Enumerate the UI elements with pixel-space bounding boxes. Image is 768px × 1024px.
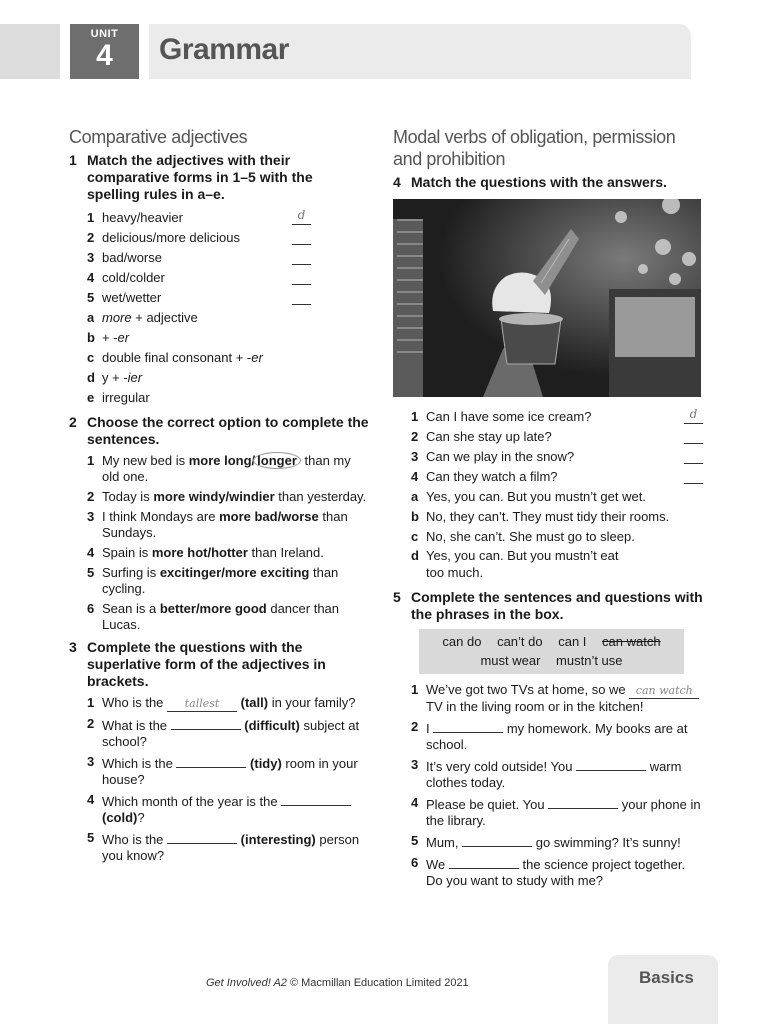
answer-blank[interactable] — [292, 248, 311, 265]
rule-letter: a — [87, 310, 95, 325]
item-number: 5 — [87, 290, 95, 305]
exercise-3-items — [87, 695, 369, 864]
list-item — [411, 833, 703, 851]
answer-option — [411, 487, 703, 507]
fill-blank[interactable] — [449, 855, 519, 869]
rule-letter: c — [87, 350, 95, 365]
item-text: Sean is a better/more good dancer than Lucas. — [102, 601, 340, 632]
list-item — [87, 489, 369, 505]
question-item — [411, 407, 703, 427]
rule-text: more + adjective — [102, 310, 198, 325]
basics-tab-label: Basics — [639, 968, 694, 987]
list-item — [87, 288, 369, 308]
option-a[interactable]: more long/ — [188, 453, 256, 468]
phrase: mustn’t use — [556, 653, 623, 668]
instruction-text: Choose the correct option to complete the sentences. — [87, 414, 369, 447]
item-text: wet/wetter — [102, 290, 162, 305]
item-number: 6 — [411, 855, 419, 870]
exercise-2-items — [87, 453, 369, 633]
phrase-row — [419, 651, 684, 670]
item-text: cold/colder — [102, 270, 165, 285]
list-item — [87, 601, 369, 633]
rule-letter: e — [87, 390, 95, 405]
item-number: 1 — [411, 409, 419, 424]
item-number: 3 — [411, 449, 419, 464]
fill-blank[interactable] — [433, 719, 503, 733]
item-text: Can I have some ice cream? — [426, 409, 592, 424]
item-text: It’s very cold outside! You warm clothes today. — [426, 759, 682, 790]
list-item — [87, 792, 369, 826]
exercise-number: 2 — [69, 414, 77, 430]
page-title: Grammar — [159, 33, 289, 66]
list-item — [87, 453, 369, 485]
exercise-5-items — [411, 682, 703, 889]
exercise-1-instruction — [69, 152, 369, 203]
fill-blank[interactable] — [548, 795, 618, 809]
item-text: Can they watch a film? — [426, 469, 558, 484]
item-number: 2 — [87, 489, 95, 504]
phrase-struck: can watch — [602, 634, 661, 649]
fill-blank[interactable] — [171, 716, 241, 730]
item-text: I think Mondays are more bad/worse than Sundays. — [102, 509, 348, 540]
item-text: Which month of the year is the (cold)? — [102, 792, 369, 826]
item-number: 2 — [87, 716, 95, 731]
item-text: Can we play in the snow? — [426, 449, 575, 464]
item-number: 4 — [87, 270, 95, 285]
options[interactable]: more windy/windier — [153, 489, 275, 504]
item-text: Today is more windy/windier than yesterday. — [102, 489, 367, 504]
instruction-text: Complete the questions with the superlative form of the adjectives in brackets. — [87, 639, 326, 689]
instruction-text: Match the questions with the answers. — [411, 174, 667, 190]
list-item — [411, 719, 703, 753]
options[interactable]: better/more good — [159, 601, 267, 616]
ice-cream-photo-drawing — [393, 199, 701, 397]
fill-blank[interactable] — [176, 754, 246, 768]
list-item — [87, 716, 369, 750]
phrase: must wear — [480, 653, 541, 668]
item-number: 3 — [87, 250, 95, 265]
answer-blank[interactable]: d — [292, 208, 311, 225]
fill-blank[interactable]: can watch — [629, 685, 699, 699]
list-item — [87, 545, 369, 561]
unit-number: 4 — [96, 39, 113, 72]
question-item — [411, 427, 703, 447]
item-number: 4 — [87, 545, 95, 560]
exercise-4-items — [411, 407, 703, 581]
item-text: No, she can’t. She must go to sleep. — [426, 529, 635, 544]
item-number: 4 — [411, 469, 419, 484]
item-number: 1 — [411, 682, 419, 697]
unit-label: UNIT — [90, 28, 119, 40]
item-number: 3 — [411, 757, 419, 772]
fill-blank[interactable] — [576, 757, 646, 771]
phrase-box — [419, 629, 684, 674]
answer-blank[interactable] — [684, 467, 703, 484]
rule-text: y + -ier — [102, 370, 143, 385]
exercise-number: 5 — [393, 589, 401, 605]
footer-copyright — [206, 977, 469, 989]
item-text: Yes, you can. But you mustn’t eat too much. — [426, 548, 619, 580]
list-item — [87, 509, 369, 541]
fill-blank[interactable] — [462, 833, 532, 847]
item-text: No, they can’t. They must tidy their rooms. — [426, 509, 670, 524]
exercise-3-instruction — [69, 639, 369, 690]
item-letter: a — [411, 489, 419, 504]
fill-blank[interactable]: tallest — [167, 698, 237, 712]
item-letter: d — [411, 548, 419, 563]
item-text: We’ve got two TVs at home, so we can watch TV in the living room or in the kitchen! — [426, 682, 703, 715]
list-item — [411, 757, 703, 791]
basics-tab[interactable] — [608, 955, 718, 1024]
item-text: delicious/more delicious — [102, 230, 241, 245]
fill-blank[interactable] — [281, 792, 351, 806]
item-number: 2 — [87, 230, 95, 245]
item-text: Surfing is excitinger/more exciting than cycling. — [102, 565, 339, 596]
item-number: 4 — [411, 795, 419, 810]
rule-letter: d — [87, 370, 95, 385]
item-text: Please be quiet. You your phone in the library. — [426, 797, 701, 828]
list-item — [411, 855, 703, 889]
fill-blank[interactable] — [167, 830, 237, 844]
exercise-5-instruction — [393, 589, 703, 623]
item-number: 5 — [87, 830, 95, 845]
answer-blank[interactable]: d — [684, 407, 703, 424]
item-letter: c — [411, 529, 419, 544]
item-number: 5 — [87, 565, 95, 580]
phrase: can I — [558, 634, 587, 649]
item-text: Yes, you can. But you mustn’t get wet. — [426, 489, 646, 504]
item-number: 4 — [87, 792, 95, 807]
item-number: 3 — [87, 509, 95, 524]
rule-item — [87, 348, 369, 368]
options[interactable]: more bad/worse — [219, 509, 319, 524]
options[interactable]: excitinger/more exciting — [159, 565, 310, 580]
answer-blank[interactable] — [684, 447, 703, 464]
left-column — [69, 126, 369, 868]
item-text: Can she stay up late? — [426, 429, 552, 444]
instruction-text: Complete the sentences and questions with the phrases in the box. — [411, 589, 703, 622]
list-item — [87, 268, 369, 288]
item-text: Spain is more hot/hotter than Ireland. — [102, 545, 324, 560]
unit-badge — [70, 24, 139, 79]
item-text: My new bed is more long/ longer than my old one. — [102, 453, 351, 484]
item-number: 2 — [411, 719, 419, 734]
header-side-block — [0, 24, 60, 79]
item-number: 6 — [87, 601, 95, 616]
list-item — [87, 830, 369, 864]
section-title-comparatives: Comparative adjectives — [69, 127, 248, 147]
option-circled[interactable]: longer — [253, 452, 301, 469]
item-letter: b — [411, 509, 419, 524]
right-column — [393, 126, 703, 893]
item-text: bad/worse — [102, 250, 162, 265]
list-item — [87, 228, 369, 248]
phrase: can’t do — [497, 634, 543, 649]
exercise-1-items — [87, 208, 369, 408]
item-number: 3 — [87, 754, 95, 769]
answer-blank[interactable] — [292, 268, 311, 285]
phrase-row — [419, 632, 684, 651]
list-item — [87, 565, 369, 597]
answer-blank[interactable] — [292, 228, 311, 245]
exercise-number: 4 — [393, 174, 401, 190]
title-bar — [149, 24, 691, 79]
rule-text: irregular — [102, 390, 150, 405]
list-item — [87, 208, 369, 228]
copyright-text: © Macmillan Education Limited 2021 — [286, 977, 469, 989]
instruction-text: Match the adjectives with their comparative forms in 1–5 with the spelling rules in a–e. — [87, 152, 313, 202]
list-item — [411, 682, 703, 715]
exercise-4-instruction — [393, 174, 703, 191]
list-item — [411, 795, 703, 829]
list-item — [87, 695, 369, 712]
question-item — [411, 467, 703, 487]
rule-item — [87, 328, 369, 348]
section-title-modal-verbs: Modal verbs of obligation, permission and prohibition — [393, 127, 676, 169]
item-number: 5 — [411, 833, 419, 848]
exercise-2-instruction — [69, 414, 369, 448]
item-number: 2 — [411, 429, 419, 444]
options[interactable]: more hot/hotter — [151, 545, 248, 560]
answer-option — [411, 547, 703, 581]
item-number: 1 — [87, 210, 95, 225]
rule-text: + -er — [102, 330, 130, 345]
item-text: What is the (difficult) subject at school? — [102, 718, 360, 749]
item-number: 1 — [87, 453, 95, 468]
item-number: 1 — [87, 695, 95, 710]
exercise-number: 1 — [69, 152, 77, 168]
ice-cream-photo — [393, 199, 701, 397]
answer-option — [411, 527, 703, 547]
item-text: I my homework. My books are at school. — [426, 721, 688, 752]
rule-letter: b — [87, 330, 95, 345]
rule-item — [87, 308, 369, 328]
item-text: Mum, go swimming? It’s sunny! — [426, 835, 681, 850]
phrase: can do — [442, 634, 482, 649]
item-text: We the science project together. Do you want to study with me? — [426, 857, 686, 888]
exercise-number: 3 — [69, 639, 77, 655]
rule-item — [87, 388, 369, 408]
item-text: heavy/heavier — [102, 210, 183, 225]
item-text: Who is the (interesting) person you know? — [102, 832, 360, 863]
rule-item — [87, 368, 369, 388]
answer-blank[interactable] — [292, 288, 311, 305]
book-title: Get Involved! A2 — [206, 977, 287, 989]
answer-option — [411, 507, 703, 527]
list-item — [87, 754, 369, 788]
answer-blank[interactable] — [684, 427, 703, 444]
rule-text: double final consonant + -er — [102, 350, 263, 365]
item-text: Who is the tallest (tall) in your family? — [102, 695, 356, 710]
list-item — [87, 248, 369, 268]
item-text: Which is the (tidy) room in your house? — [102, 756, 358, 787]
question-item — [411, 447, 703, 467]
